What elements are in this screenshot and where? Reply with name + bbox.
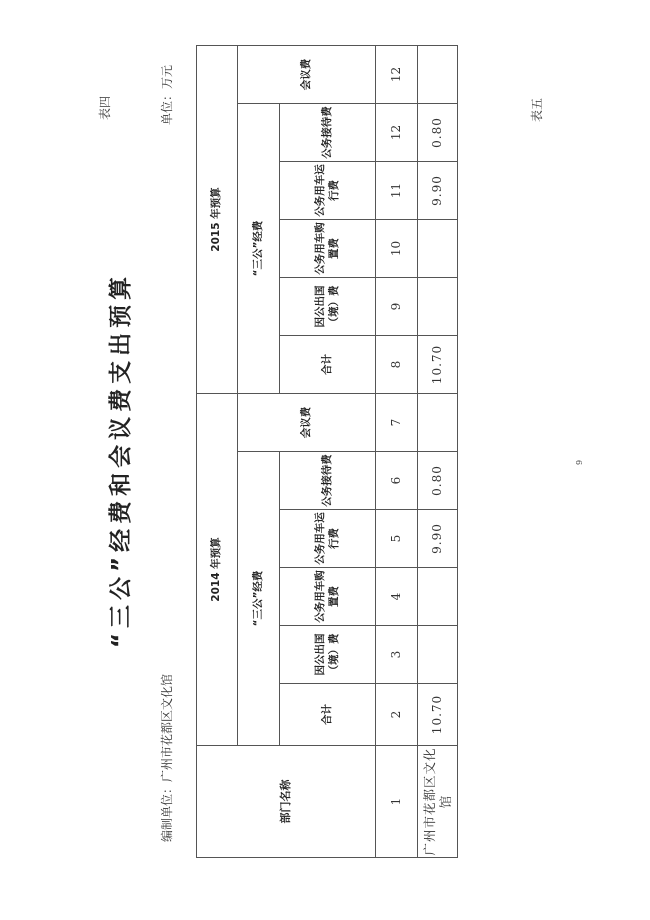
value-cell: 0.80: [418, 104, 458, 162]
value-cell: 9.90: [418, 162, 458, 220]
col-number: 7: [376, 394, 418, 452]
col-reception-2015: 公务接待费: [280, 104, 376, 162]
col-number: 4: [376, 568, 418, 626]
col-number: 12: [376, 104, 418, 162]
col-number: 3: [376, 626, 418, 684]
col-meeting-2014: 会议费: [238, 394, 376, 452]
unit-label: 单位：万元: [160, 64, 174, 125]
value-cell: [418, 394, 458, 452]
dept-name-cell: 广州市花都区文化馆: [418, 746, 458, 858]
budget-table: [196, 45, 458, 858]
col-abroad-2015: 因公出国（境）费: [280, 278, 376, 336]
col-number: 9: [376, 278, 418, 336]
col-number: 2: [376, 684, 418, 746]
value-cell: [418, 220, 458, 278]
col-number: 1: [376, 746, 418, 858]
col-number: 12: [376, 46, 418, 104]
value-cell: [418, 278, 458, 336]
col-number: 6: [376, 452, 418, 510]
col-total-2014: 合计: [280, 684, 376, 746]
col-car-operation-2014: 公务用车运行费: [280, 510, 376, 568]
value-cell: 10.70: [418, 336, 458, 394]
dept-header: 部门名称: [197, 746, 376, 858]
sangong-group-2015: “三公”经费: [238, 104, 280, 394]
table-row: [418, 46, 458, 858]
col-car-purchase-2015: 公务用车购置费: [280, 220, 376, 278]
col-abroad-2014: 因公出国（境）费: [280, 626, 376, 684]
value-cell: 0.80: [418, 452, 458, 510]
page-title: “三公”经费和会议费支出预算: [108, 271, 134, 649]
col-number: 5: [376, 510, 418, 568]
col-total-2015: 合计: [280, 336, 376, 394]
column-number-row: [376, 46, 418, 858]
col-number: 8: [376, 336, 418, 394]
org-label: 编制单位：广州市花都区文化馆: [160, 673, 174, 842]
table-number-5: 表五: [530, 97, 544, 122]
year-header-2014: 2014 年预算: [197, 394, 238, 746]
value-cell: 9.90: [418, 510, 458, 568]
col-car-operation-2015: 公务用车运行费: [280, 162, 376, 220]
value-cell: [418, 46, 458, 104]
table-number-4: 表四: [98, 95, 112, 120]
col-number: 11: [376, 162, 418, 220]
col-meeting-2015: 会议费: [238, 46, 376, 104]
col-number: 10: [376, 220, 418, 278]
value-cell: 10.70: [418, 684, 458, 746]
value-cell: [418, 568, 458, 626]
year-header-2015: 2015 年预算: [197, 46, 238, 394]
page-number: 9: [575, 459, 584, 465]
col-car-purchase-2014: 公务用车购置费: [280, 568, 376, 626]
value-cell: [418, 626, 458, 684]
sangong-group-2014: “三公”经费: [238, 452, 280, 746]
col-reception-2014: 公务接待费: [280, 452, 376, 510]
